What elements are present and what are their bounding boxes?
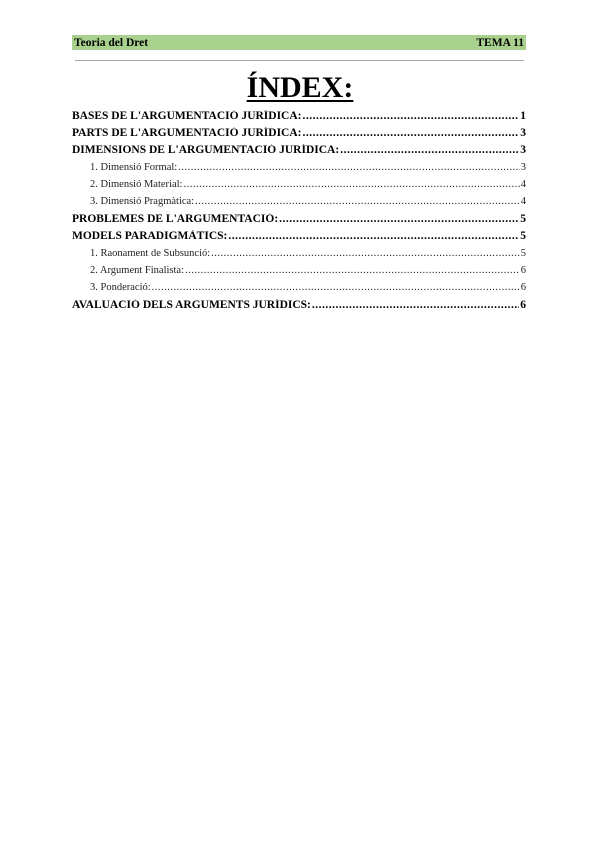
toc-entry-label: MODELS PARADIGMÀTICS: bbox=[72, 230, 228, 243]
toc-entry-label: 2. Dimensió Material: bbox=[90, 178, 183, 190]
toc-leader-dots bbox=[195, 196, 520, 207]
toc-leader-dots bbox=[303, 127, 520, 139]
toc-entry[interactable] bbox=[72, 299, 526, 316]
toc-entry-label: AVALUACIÓ DELS ARGUMENTS JURÍDICS: bbox=[72, 299, 311, 312]
toc-entry-label: 2. Argument Finalista: bbox=[90, 264, 185, 276]
toc-leader-dots bbox=[178, 162, 520, 173]
toc-entry-label: DIMENSIONS DE L'ARGUMENTACIÓ JURÍDICA: bbox=[72, 144, 340, 157]
header-divider bbox=[75, 60, 524, 61]
toc-leader-dots bbox=[185, 265, 520, 276]
toc-page-number: 1 bbox=[520, 110, 526, 122]
index-title: ÍNDEX: bbox=[246, 71, 354, 104]
toc-page-number: 5 bbox=[520, 213, 526, 226]
toc-entry[interactable] bbox=[72, 110, 526, 127]
toc-subentry[interactable] bbox=[72, 162, 526, 179]
toc-entry-label: 3. Dimensió Pragmàtica: bbox=[90, 195, 195, 207]
toc-leader-dots bbox=[303, 110, 520, 122]
toc-entry[interactable] bbox=[72, 230, 526, 247]
toc-entry[interactable] bbox=[72, 213, 526, 230]
toc-page-number: 4 bbox=[520, 195, 526, 207]
toc-leader-dots bbox=[228, 230, 519, 242]
toc-entry-label: 1. Dimensió Formal: bbox=[90, 161, 178, 173]
toc-subentry[interactable] bbox=[72, 248, 526, 265]
toc-page-number: 3 bbox=[520, 144, 526, 157]
page-header bbox=[72, 35, 526, 50]
header-topic: TEMA 11 bbox=[476, 36, 524, 49]
toc-entry-label: PARTS DE L'ARGUMENTACIÓ JURÍDICA: bbox=[72, 127, 302, 140]
toc-entry-label: BASES DE L'ARGUMENTACIÓ JURÍDICA: bbox=[72, 110, 302, 122]
toc-page-number: 6 bbox=[520, 264, 526, 276]
toc-leader-dots bbox=[183, 179, 519, 190]
toc-leader-dots bbox=[279, 213, 519, 225]
toc-entry-label: 1. Raonament de Subsunció: bbox=[90, 247, 211, 259]
toc-page-number: 5 bbox=[520, 247, 526, 259]
toc-leader-dots bbox=[211, 248, 520, 259]
toc-leader-dots bbox=[312, 299, 519, 311]
toc-page-number: 6 bbox=[520, 281, 526, 293]
toc-entry-label: 3. Ponderació: bbox=[90, 281, 151, 293]
header-subject: Teoria del Dret bbox=[74, 36, 149, 49]
toc-entry-label: PROBLEMES DE L'ARGUMENTACIÓ: bbox=[72, 213, 279, 226]
table-of-contents bbox=[72, 110, 526, 316]
toc-page-number: 5 bbox=[520, 230, 526, 243]
toc-leader-dots bbox=[340, 144, 519, 156]
toc-subentry[interactable] bbox=[72, 265, 526, 282]
toc-page-number: 3 bbox=[520, 161, 526, 173]
toc-page-number: 6 bbox=[520, 299, 526, 312]
toc-subentry[interactable] bbox=[72, 196, 526, 213]
toc-subentry[interactable] bbox=[72, 179, 526, 196]
toc-page-number: 4 bbox=[520, 178, 526, 190]
toc-entry[interactable] bbox=[72, 127, 526, 144]
toc-page-number: 3 bbox=[520, 127, 526, 140]
toc-leader-dots bbox=[152, 282, 520, 293]
toc-entry[interactable] bbox=[72, 144, 526, 161]
toc-subentry[interactable] bbox=[72, 282, 526, 299]
